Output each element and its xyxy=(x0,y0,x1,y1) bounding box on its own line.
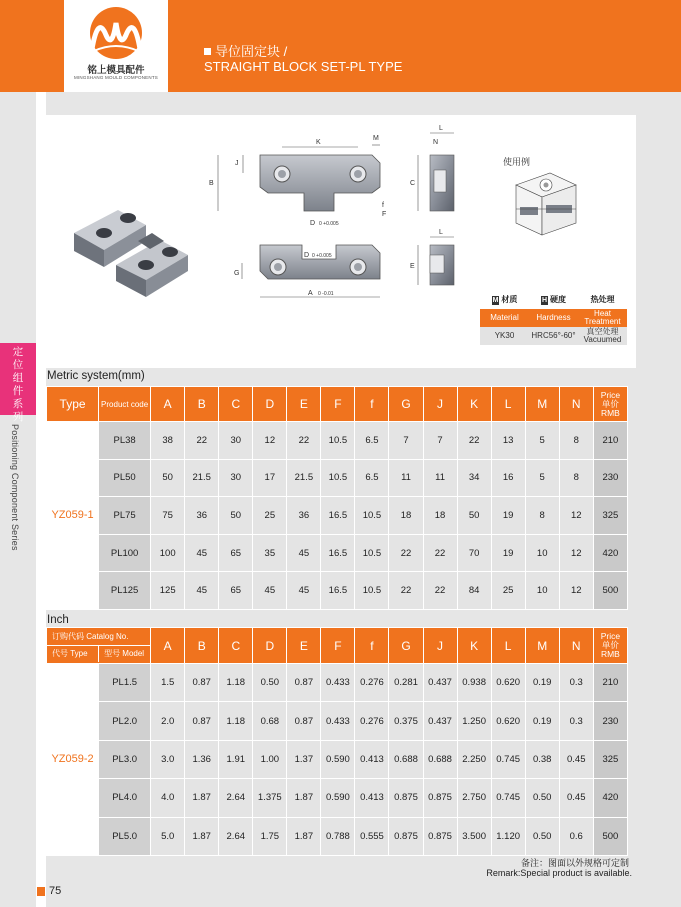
table-row xyxy=(47,740,628,778)
product-photo xyxy=(74,210,188,297)
page-marker-icon xyxy=(37,887,45,896)
inch-type-header: 代号 Type xyxy=(47,646,99,662)
remark-cn: 备注：图面以外规格可定制 xyxy=(520,858,629,868)
price-cell: 420 xyxy=(593,779,627,817)
value-cell: 21.5 xyxy=(287,459,321,497)
value-cell: 6.5 xyxy=(355,422,389,460)
value-cell: 22 xyxy=(457,422,491,460)
value-cell: 8 xyxy=(525,497,559,535)
dim-D-bottom-tol: 0 +0.005 xyxy=(312,253,332,259)
value-cell: 1.87 xyxy=(185,817,219,855)
side-tab-label: 定位组件系列 xyxy=(12,346,24,423)
value-cell: 45 xyxy=(287,572,321,610)
dim-G: G xyxy=(234,270,240,277)
inch-col-B: B xyxy=(185,628,219,664)
table-row xyxy=(47,497,628,535)
value-cell: 19 xyxy=(491,534,525,572)
value-cell: 12 xyxy=(253,422,287,460)
dim-D-bottom: D xyxy=(304,252,310,259)
model-cell: PL50 xyxy=(99,459,151,497)
value-cell: 2.64 xyxy=(219,817,253,855)
value-cell: 7 xyxy=(423,422,457,460)
price-cell: 325 xyxy=(593,497,627,535)
material-box xyxy=(480,291,627,345)
value-cell: 0.19 xyxy=(525,664,559,702)
value-cell: 1.36 xyxy=(185,740,219,778)
dim-B: B xyxy=(209,180,214,187)
value-cell: 22 xyxy=(423,572,457,610)
value-cell: 7 xyxy=(389,422,423,460)
value-cell: 8 xyxy=(559,459,593,497)
model-cell: PL4.0 xyxy=(99,779,151,817)
value-cell: 0.620 xyxy=(491,664,525,702)
value-cell: 16.5 xyxy=(321,497,355,535)
metric-col-A: A xyxy=(151,387,185,422)
value-cell: 10.5 xyxy=(321,459,355,497)
hardness-badge-icon: H xyxy=(541,297,548,304)
dim-M: M xyxy=(373,135,379,142)
value-cell: 35 xyxy=(253,534,287,572)
inch-col-J: J xyxy=(423,628,457,664)
inch-price-header: Price 单价 RMB xyxy=(593,628,627,664)
metric-price-header: Price 单价 RMB xyxy=(593,387,627,422)
dim-C: C xyxy=(410,180,416,187)
value-cell: 5 xyxy=(525,459,559,497)
value-cell: 12 xyxy=(559,534,593,572)
value-cell: 10.5 xyxy=(355,497,389,535)
model-cell: PL75 xyxy=(99,497,151,535)
value-cell: 45 xyxy=(253,572,287,610)
table-row xyxy=(47,664,628,702)
value-cell: 0.68 xyxy=(253,702,287,740)
inch-table xyxy=(46,627,628,856)
table-row xyxy=(47,422,628,460)
value-cell: 10 xyxy=(525,534,559,572)
value-cell: 16 xyxy=(491,459,525,497)
value-cell: 19 xyxy=(491,497,525,535)
value-cell: 0.38 xyxy=(525,740,559,778)
value-cell: 45 xyxy=(185,572,219,610)
value-cell: 84 xyxy=(457,572,491,610)
side-label-en: Positioning Component Series xyxy=(10,424,20,551)
value-cell: 22 xyxy=(423,534,457,572)
inch-col-F: F xyxy=(321,628,355,664)
brand-name-cn: 铭上模具配件 xyxy=(87,65,145,76)
value-cell: 38 xyxy=(151,422,185,460)
model-cell: PL2.0 xyxy=(99,702,151,740)
dim-J: J xyxy=(235,160,239,167)
material-header-row xyxy=(480,291,627,309)
value-cell: 0.87 xyxy=(185,664,219,702)
value-cell: 75 xyxy=(151,497,185,535)
metric-label: Metric system(mm) xyxy=(47,370,145,382)
brand-logo xyxy=(64,0,168,92)
value-cell: 1.87 xyxy=(287,779,321,817)
value-cell: 36 xyxy=(185,497,219,535)
use-case-label: 使用例 xyxy=(503,157,531,167)
value-cell: 21.5 xyxy=(185,459,219,497)
material-value-row xyxy=(480,327,627,345)
value-cell: 18 xyxy=(423,497,457,535)
value-cell: 10.5 xyxy=(355,534,389,572)
hardness-value: HRC56°-60° xyxy=(529,327,578,345)
value-cell: 3.500 xyxy=(457,817,491,855)
value-cell: 30 xyxy=(219,422,253,460)
page-number: 75 xyxy=(49,885,62,897)
value-cell: 0.590 xyxy=(321,779,355,817)
value-cell: 1.75 xyxy=(253,817,287,855)
value-cell: 0.87 xyxy=(185,702,219,740)
dim-f: f xyxy=(382,202,384,209)
inch-col-C: C xyxy=(219,628,253,664)
value-cell: 0.413 xyxy=(355,779,389,817)
value-cell: 0.938 xyxy=(457,664,491,702)
value-cell: 0.433 xyxy=(321,664,355,702)
value-cell: 0.433 xyxy=(321,702,355,740)
price-cell: 230 xyxy=(593,702,627,740)
value-cell: 10.5 xyxy=(321,422,355,460)
title-cn: 导位固定块 / xyxy=(215,44,288,59)
metric-col-C: C xyxy=(219,387,253,422)
value-cell: 3.0 xyxy=(151,740,185,778)
value-cell: 0.745 xyxy=(491,779,525,817)
model-cell: PL38 xyxy=(99,422,151,460)
inch-label: Inch xyxy=(47,614,69,626)
model-cell: PL125 xyxy=(99,572,151,610)
price-cell: 210 xyxy=(593,422,627,460)
value-cell: 0.688 xyxy=(389,740,423,778)
material-header: M 材质 xyxy=(492,295,518,304)
value-cell: 0.3 xyxy=(559,702,593,740)
metric-col-K: K xyxy=(457,387,491,422)
value-cell: 0.437 xyxy=(423,664,457,702)
value-cell: 25 xyxy=(253,497,287,535)
value-cell: 65 xyxy=(219,572,253,610)
value-cell: 1.18 xyxy=(219,702,253,740)
value-cell: 125 xyxy=(151,572,185,610)
table-row xyxy=(47,817,628,855)
value-cell: 18 xyxy=(389,497,423,535)
value-cell: 22 xyxy=(185,422,219,460)
inch-col-A: A xyxy=(151,628,185,664)
value-cell: 2.250 xyxy=(457,740,491,778)
value-cell: 10 xyxy=(525,572,559,610)
model-cell: PL1.5 xyxy=(99,664,151,702)
inch-col-M: M xyxy=(525,628,559,664)
metric-col-F: F xyxy=(321,387,355,422)
value-cell: 0.437 xyxy=(423,702,457,740)
model-cell: PL100 xyxy=(99,534,151,572)
value-cell: 17 xyxy=(253,459,287,497)
metric-table xyxy=(46,386,628,610)
heat-header: 热处理 xyxy=(590,295,615,304)
type-cell: YZ059-1 xyxy=(47,422,99,610)
value-cell: 34 xyxy=(457,459,491,497)
bullet-square-icon xyxy=(204,48,211,55)
metric-col-L: L xyxy=(491,387,525,422)
value-cell: 45 xyxy=(287,534,321,572)
value-cell: 100 xyxy=(151,534,185,572)
model-cell: PL5.0 xyxy=(99,817,151,855)
value-cell: 1.87 xyxy=(185,779,219,817)
value-cell: 0.688 xyxy=(423,740,457,778)
value-cell: 0.620 xyxy=(491,702,525,740)
value-cell: 4.0 xyxy=(151,779,185,817)
price-cell: 325 xyxy=(593,740,627,778)
hardness-en: Hardness xyxy=(529,309,578,327)
value-cell: 1.91 xyxy=(219,740,253,778)
dim-N: N xyxy=(433,139,439,146)
model-cell: PL3.0 xyxy=(99,740,151,778)
value-cell: 0.555 xyxy=(355,817,389,855)
heat-value: 真空处理 Vacuumed xyxy=(578,327,627,345)
value-cell: 0.875 xyxy=(423,779,457,817)
hardness-header: H 硬度 xyxy=(541,295,567,304)
value-cell: 1.250 xyxy=(457,702,491,740)
value-cell: 16.5 xyxy=(321,534,355,572)
metric-col-B: B xyxy=(185,387,219,422)
material-en: Material xyxy=(480,309,529,327)
dim-E: E xyxy=(410,263,415,270)
brand-name-en: MINGSHANG MOULD COMPONENTS xyxy=(74,75,158,80)
metric-col-f: f xyxy=(355,387,389,422)
inch-header-row xyxy=(47,628,628,664)
value-cell: 0.45 xyxy=(559,740,593,778)
price-cell: 230 xyxy=(593,459,627,497)
value-cell: 22 xyxy=(389,572,423,610)
value-cell: 12 xyxy=(559,572,593,610)
dim-L: L xyxy=(439,125,443,132)
value-cell: 50 xyxy=(457,497,491,535)
value-cell: 50 xyxy=(219,497,253,535)
value-cell: 1.87 xyxy=(287,817,321,855)
value-cell: 5.0 xyxy=(151,817,185,855)
dim-K: K xyxy=(316,139,321,146)
value-cell: 0.281 xyxy=(389,664,423,702)
value-cell: 0.788 xyxy=(321,817,355,855)
value-cell: 22 xyxy=(389,534,423,572)
value-cell: 2.750 xyxy=(457,779,491,817)
title-en: STRAIGHT BLOCK SET-PL TYPE xyxy=(204,59,403,74)
dim-D-top: D xyxy=(310,220,316,227)
inch-col-L: L xyxy=(491,628,525,664)
value-cell: 50 xyxy=(151,459,185,497)
material-en-row xyxy=(480,309,627,327)
bottom-view-drawing xyxy=(234,245,380,297)
inch-catalog-header xyxy=(47,628,151,664)
dim-L-2: L xyxy=(439,229,443,236)
value-cell: 0.50 xyxy=(253,664,287,702)
value-cell: 5 xyxy=(525,422,559,460)
page-title xyxy=(204,44,402,74)
value-cell: 1.00 xyxy=(253,740,287,778)
value-cell: 0.590 xyxy=(321,740,355,778)
metric-col-E: E xyxy=(287,387,321,422)
value-cell: 1.18 xyxy=(219,664,253,702)
metric-col-J: J xyxy=(423,387,457,422)
inch-col-N: N xyxy=(559,628,593,664)
value-cell: 11 xyxy=(389,459,423,497)
value-cell: 16.5 xyxy=(321,572,355,610)
metric-type-header: Type xyxy=(47,387,99,422)
dim-A: A xyxy=(308,290,313,297)
value-cell: 1.5 xyxy=(151,664,185,702)
side-view-drawing xyxy=(410,125,454,285)
value-cell: 36 xyxy=(287,497,321,535)
metric-col-N: N xyxy=(559,387,593,422)
table-row xyxy=(47,459,628,497)
inch-model-header: 型号 Model xyxy=(104,649,145,658)
value-cell: 0.276 xyxy=(355,664,389,702)
table-row xyxy=(47,572,628,610)
dim-D-top-tol: 0 +0.005 xyxy=(319,221,339,227)
value-cell: 0.45 xyxy=(559,779,593,817)
value-cell: 1.37 xyxy=(287,740,321,778)
value-cell: 0.87 xyxy=(287,664,321,702)
value-cell: 0.375 xyxy=(389,702,423,740)
inch-col-E: E xyxy=(287,628,321,664)
value-cell: 0.19 xyxy=(525,702,559,740)
value-cell: 6.5 xyxy=(355,459,389,497)
value-cell: 30 xyxy=(219,459,253,497)
value-cell: 0.3 xyxy=(559,664,593,702)
value-cell: 13 xyxy=(491,422,525,460)
value-cell: 1.120 xyxy=(491,817,525,855)
value-cell: 1.375 xyxy=(253,779,287,817)
metric-col-D: D xyxy=(253,387,287,422)
value-cell: 25 xyxy=(491,572,525,610)
value-cell: 0.6 xyxy=(559,817,593,855)
value-cell: 0.87 xyxy=(287,702,321,740)
value-cell: 0.276 xyxy=(355,702,389,740)
value-cell: 10.5 xyxy=(355,572,389,610)
value-cell: 0.875 xyxy=(389,817,423,855)
value-cell: 0.50 xyxy=(525,817,559,855)
metric-col-G: G xyxy=(389,387,423,422)
table-row xyxy=(47,702,628,740)
inch-col-K: K xyxy=(457,628,491,664)
material-value: YK30 xyxy=(480,327,529,345)
heat-en: Heat Treatment xyxy=(578,309,627,327)
type-cell: YZ059-2 xyxy=(47,664,99,856)
value-cell: 2.0 xyxy=(151,702,185,740)
inch-col-f: f xyxy=(355,628,389,664)
price-cell: 210 xyxy=(593,664,627,702)
value-cell: 0.50 xyxy=(525,779,559,817)
value-cell: 70 xyxy=(457,534,491,572)
material-badge-icon: M xyxy=(492,297,499,304)
dim-A-tol: 0 -0.01 xyxy=(318,291,334,297)
remark-en: Remark:Special product is available. xyxy=(486,868,632,878)
table-row xyxy=(47,779,628,817)
value-cell: 65 xyxy=(219,534,253,572)
inch-catalog-label: 订购代码 Catalog No. xyxy=(47,629,150,646)
value-cell: 0.875 xyxy=(389,779,423,817)
value-cell: 12 xyxy=(559,497,593,535)
top-view-drawing xyxy=(209,135,386,227)
value-cell: 0.875 xyxy=(423,817,457,855)
table-row xyxy=(47,534,628,572)
inch-col-G: G xyxy=(389,628,423,664)
dim-F: F xyxy=(382,211,387,218)
value-cell: 22 xyxy=(287,422,321,460)
value-cell: 2.64 xyxy=(219,779,253,817)
value-cell: 0.413 xyxy=(355,740,389,778)
metric-code-header: Product code xyxy=(99,387,151,422)
value-cell: 8 xyxy=(559,422,593,460)
inch-col-D: D xyxy=(253,628,287,664)
price-cell: 500 xyxy=(593,572,627,610)
use-case-drawing xyxy=(516,173,576,235)
value-cell: 0.745 xyxy=(491,740,525,778)
mountain-logo-icon xyxy=(78,5,154,61)
metric-col-M: M xyxy=(525,387,559,422)
value-cell: 11 xyxy=(423,459,457,497)
value-cell: 45 xyxy=(185,534,219,572)
price-cell: 500 xyxy=(593,817,627,855)
price-cell: 420 xyxy=(593,534,627,572)
metric-header-row xyxy=(47,387,628,422)
